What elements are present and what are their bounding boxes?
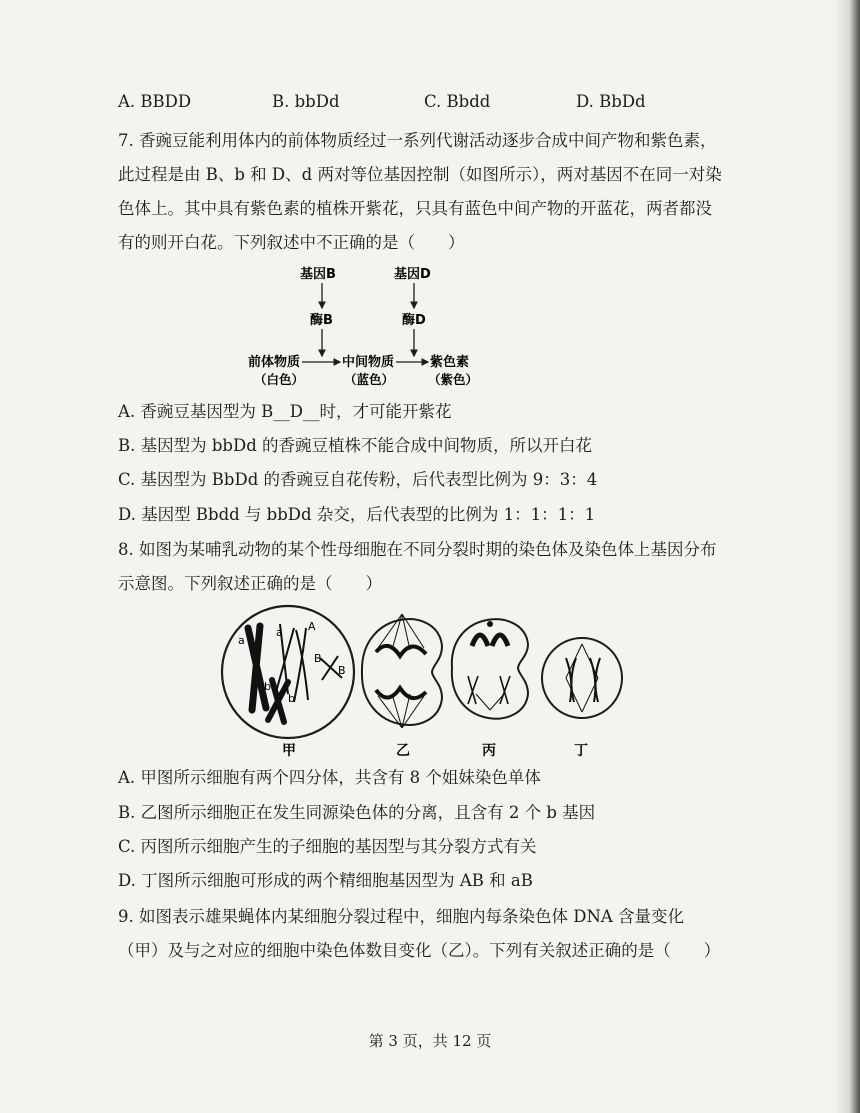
option-b-prev: B. bbDd xyxy=(272,92,340,111)
gene-d-label: 基因D xyxy=(394,267,431,282)
pigment-color: （紫色） xyxy=(428,372,479,387)
q8-option-c: C. 丙图所示细胞产生的子细胞的基因型与其分裂方式有关 xyxy=(118,837,537,856)
q7-stem-line-4: 有的则开白花。下列叙述中不正确的是（ ） xyxy=(118,233,465,252)
enzyme-d-label: 酶D xyxy=(402,313,426,328)
enzyme-b-label: 酶B xyxy=(310,313,333,328)
q9-stem-line-2: （甲）及与之对应的细胞中染色体数目变化（乙）。下列有关叙述正确的是（ ） xyxy=(118,941,721,960)
intermediate-label: 中间物质 xyxy=(342,355,395,370)
option-c-prev: C. Bbdd xyxy=(424,92,491,111)
q7-option-a: A. 香豌豆基因型为 B__D__时，才可能开紫花 xyxy=(118,402,452,421)
q8-stem-line-1: 8. 如图为某哺乳动物的某个性母细胞在不同分裂时期的染色体及染色体上基因分布 xyxy=(118,540,717,559)
q7-stem-line-1: 7. 香豌豆能利用体内的前体物质经过一系列代谢活动逐步合成中间产物和紫色素， xyxy=(118,131,717,150)
intermediate-color: （蓝色） xyxy=(344,372,395,387)
page-edge-shadow xyxy=(834,0,860,1113)
gene-label-A: A xyxy=(308,620,316,633)
q8-stem-line-2: 示意图。下列叙述正确的是（ ） xyxy=(118,574,382,593)
gene-label-b2: b xyxy=(288,692,295,705)
cell-ding xyxy=(542,638,622,718)
precursor-label: 前体物质 xyxy=(248,355,301,370)
option-a-prev: A. BBDD xyxy=(118,92,192,111)
q7-stem-line-3: 色体上。其中具有紫色素的植株开紫花，只具有蓝色中间产物的开蓝花，两者都没 xyxy=(118,199,712,218)
precursor-color: （白色） xyxy=(254,372,305,387)
cell-label-ding: 丁 xyxy=(574,743,588,759)
page-footer: 第 3 页，共 12 页 xyxy=(368,1032,492,1050)
cell-label-yi: 乙 xyxy=(396,743,410,759)
gene-label-b1: b xyxy=(264,680,271,693)
q7-option-d: D. 基因型 Bbdd 与 bbDd 杂交，后代表型的比例为 1：1：1：1 xyxy=(118,505,596,524)
cell-label-bing: 丙 xyxy=(482,743,496,759)
cell-jia xyxy=(222,606,354,738)
q8-option-d: D. 丁图所示细胞可形成的两个精细胞基因型为 AB 和 aB xyxy=(118,871,533,890)
q7-option-c: C. 基因型为 BbDd 的香豌豆自花传粉，后代表型比例为 9：3：4 xyxy=(118,470,598,489)
pigment-label: 紫色素 xyxy=(430,355,470,370)
cell-label-jia: 甲 xyxy=(282,743,296,759)
cell-bing xyxy=(452,619,528,718)
option-d-prev: D. BbDd xyxy=(576,92,646,111)
q7-option-b: B. 基因型为 bbDd 的香豌豆植株不能合成中间物质，所以开白花 xyxy=(118,436,593,455)
q7-stem-line-2: 此过程是由 B、b 和 D、d 两对等位基因控制（如图所示），两对基因不在同一对染 xyxy=(118,165,722,184)
q8-option-a: A. 甲图所示细胞有两个四分体，共含有 8 个姐妹染色单体 xyxy=(118,768,541,787)
cell-yi xyxy=(362,614,442,728)
pathway-diagram xyxy=(240,262,500,390)
gene-b-label: 基因B xyxy=(300,267,336,282)
gene-label-B2: B xyxy=(338,664,346,677)
gene-label-B1: B xyxy=(314,652,322,665)
cell-division-figure xyxy=(210,600,650,760)
gene-label-a2: a xyxy=(276,626,283,639)
q9-stem-line-1: 9. 如图表示雄果蝇体内某细胞分裂过程中，细胞内每条染色体 DNA 含量变化 xyxy=(118,907,685,926)
q8-option-b: B. 乙图所示细胞正在发生同源染色体的分离，且含有 2 个 b 基因 xyxy=(118,803,596,822)
gene-label-a1: a xyxy=(238,634,245,647)
